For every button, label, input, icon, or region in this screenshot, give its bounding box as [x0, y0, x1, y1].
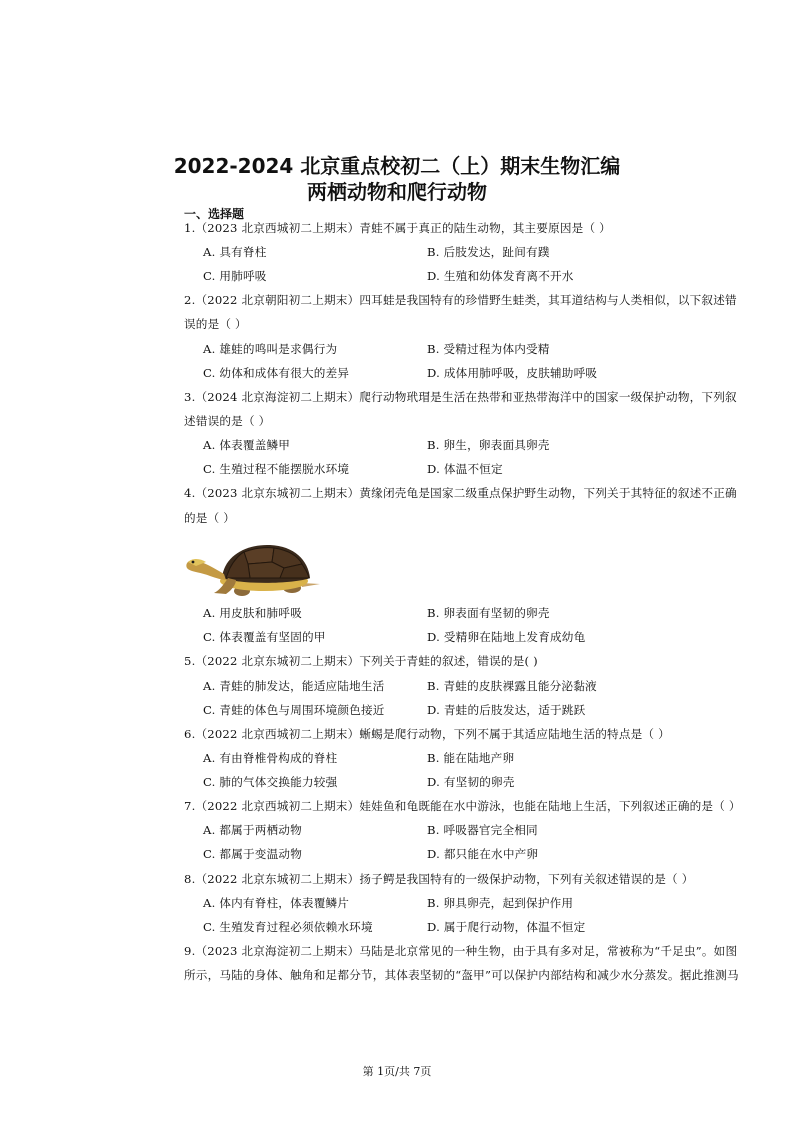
- turtle-image: [184, 538, 322, 598]
- question-3-stem: 3.（2024 北京海淀初二上期末）爬行动物玳瑁是生活在热带和亚热带海洋中的国家一级保护动物，下列叙: [184, 390, 737, 404]
- question-1-stem: 1.（2023 北京西城初二上期末）青蛙不属于真正的陆生动物，其主要原因是（ ）: [184, 221, 611, 235]
- question-4-stem: 4.（2023 北京东城初二上期末）黄缘闭壳龟是国家二级重点保护野生动物，下列关于其特征的叙述不正确: [184, 486, 737, 500]
- question-1-option-b: B. 后肢发达，趾间有蹼: [427, 245, 550, 259]
- question-4-stem-cont: 的是（ ）: [184, 511, 236, 525]
- question-2-stem-cont: 误的是（ ）: [184, 317, 247, 331]
- question-5-stem: 5.（2022 北京东城初二上期末）下列关于青蛙的叙述，错误的是( ): [184, 654, 538, 668]
- question-6-option-c: C. 肺的气体交换能力较强: [203, 775, 338, 789]
- question-4-option-b: B. 卵表面有坚韧的卵壳: [427, 606, 550, 620]
- question-2-option-a: A. 雄蛙的鸣叫是求偶行为: [203, 342, 338, 356]
- page-title: 2022-2024 北京重点校初二（上）期末生物汇编: [173, 154, 621, 178]
- question-6-option-a: A. 有由脊椎骨构成的脊柱: [203, 751, 338, 765]
- question-3-option-c: C. 生殖过程不能摆脱水环境: [203, 462, 350, 476]
- question-3-option-b: B. 卵生，卵表面具卵壳: [427, 438, 550, 452]
- section-heading: 一、选择题: [184, 207, 245, 221]
- question-7-option-c: C. 都属于变温动物: [203, 847, 302, 861]
- question-2-option-d: D. 成体用肺呼吸，皮肤辅助呼吸: [427, 366, 598, 380]
- question-8-option-a: A. 体内有脊柱，体表覆鳞片: [203, 896, 350, 910]
- question-5-option-b: B. 青蛙的皮肤裸露且能分泌黏液: [427, 679, 597, 693]
- question-9-stem-cont: 所示，马陆的身体、触角和足都分节，其体表坚韧的“盔甲”可以保护内部结构和减少水分蒸发。据此推测马: [184, 968, 739, 982]
- question-7-option-a: A. 都属于两栖动物: [203, 823, 302, 837]
- question-7-stem: 7.（2022 北京西城初二上期末）娃娃鱼和龟既能在水中游泳，也能在陆地上生活，下列叙述正确的是（ ）: [184, 799, 741, 813]
- question-3-stem-cont: 述错误的是（ ）: [184, 414, 271, 428]
- question-2-stem: 2.（2022 北京朝阳初二上期末）四耳蛙是我国特有的珍惜野生蛙类，其耳道结构与人类相似，以下叙述错: [184, 293, 737, 307]
- question-2-option-b: B. 受精过程为体内受精: [427, 342, 550, 356]
- page-subtitle: 两栖动物和爬行动物: [307, 180, 487, 204]
- question-4-option-d: D. 受精卵在陆地上发育成幼龟: [427, 630, 586, 644]
- question-5-option-d: D. 青蛙的后肢发达，适于跳跃: [427, 703, 586, 717]
- question-9-stem: 9.（2023 北京海淀初二上期末）马陆是北京常见的一种生物，由于具有多对足，常被称为“千足虫”。如图: [184, 944, 738, 958]
- question-6-option-d: D. 有坚韧的卵壳: [427, 775, 515, 789]
- question-6-option-b: B. 能在陆地产卵: [427, 751, 515, 765]
- question-7-option-b: B. 呼吸器官完全相同: [427, 823, 538, 837]
- question-1-option-c: C. 用肺呼吸: [203, 269, 267, 283]
- page-footer: 第 1页/共 7页: [362, 1065, 432, 1078]
- question-6-stem: 6.（2022 北京西城初二上期末）蜥蜴是爬行动物，下列不属于其适应陆地生活的特点是（ ）: [184, 727, 670, 741]
- question-2-option-c: C. 幼体和成体有很大的差异: [203, 366, 350, 380]
- question-3-option-a: A. 体表覆盖鳞甲: [203, 438, 291, 452]
- question-1-option-a: A. 具有脊柱: [203, 245, 267, 259]
- question-8-option-c: C. 生殖发育过程必须依赖水环境: [203, 920, 373, 934]
- question-4-option-c: C. 体表覆盖有坚固的甲: [203, 630, 326, 644]
- question-4-option-a: A. 用皮肤和肺呼吸: [203, 606, 302, 620]
- question-5-option-a: A. 青蛙的肺发达，能适应陆地生活: [203, 679, 385, 693]
- question-8-option-b: B. 卵具卵壳，起到保护作用: [427, 896, 574, 910]
- question-8-option-d: D. 属于爬行动物，体温不恒定: [427, 920, 586, 934]
- question-8-stem: 8.（2022 北京东城初二上期末）扬子鳄是我国特有的一级保护动物，下列有关叙述错误的是（ ）: [184, 872, 694, 886]
- question-7-option-d: D. 都只能在水中产卵: [427, 847, 539, 861]
- question-1-option-d: D. 生殖和幼体发育离不开水: [427, 269, 574, 283]
- question-5-option-c: C. 青蛙的体色与周围环境颜色接近: [203, 703, 385, 717]
- question-3-option-d: D. 体温不恒定: [427, 462, 503, 476]
